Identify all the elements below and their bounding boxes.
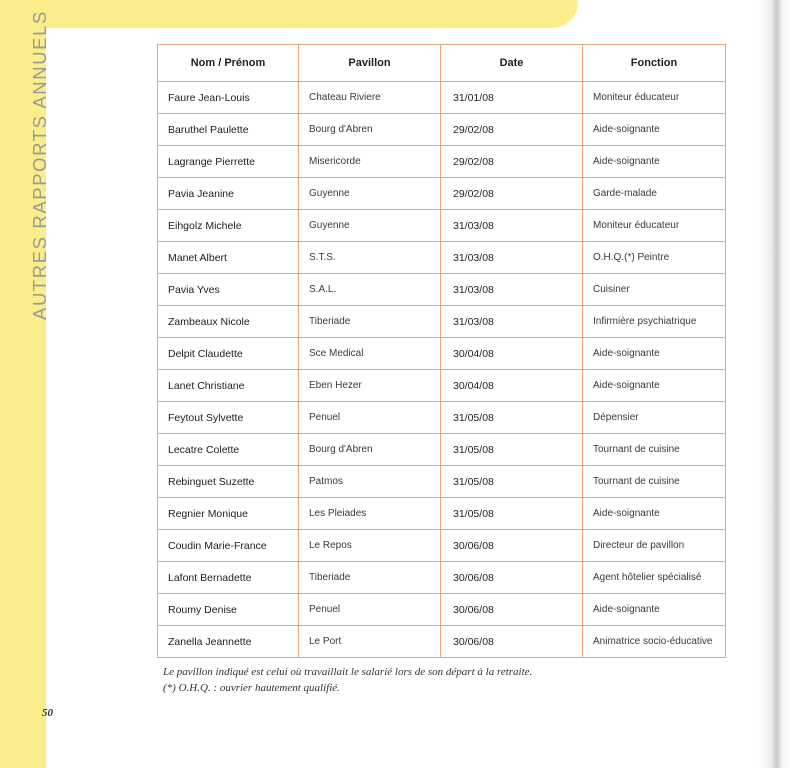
table-row — [158, 434, 726, 466]
cell-pavilion: Bourg d'Abren — [299, 114, 441, 146]
cell-date: 30/04/08 — [441, 338, 583, 370]
cell-name: Zanella Jeannette — [158, 626, 299, 658]
cell-function: Aide-soignante — [583, 594, 726, 626]
column-header-pavilion: Pavillon — [299, 45, 441, 82]
table-row — [158, 594, 726, 626]
cell-function: Moniteur éducateur — [583, 210, 726, 242]
cell-function: Aide-soignante — [583, 146, 726, 178]
cell-name: Roumy Denise — [158, 594, 299, 626]
table-row — [158, 530, 726, 562]
table-row — [158, 242, 726, 274]
cell-name: Delpit Claudette — [158, 338, 299, 370]
cell-date: 30/04/08 — [441, 370, 583, 402]
cell-pavilion: Bourg d'Abren — [299, 434, 441, 466]
cell-name: Manet Albert — [158, 242, 299, 274]
cell-date: 30/06/08 — [441, 562, 583, 594]
cell-name: Zambeaux Nicole — [158, 306, 299, 338]
cell-name: Feytout Sylvette — [158, 402, 299, 434]
table-row — [158, 402, 726, 434]
cell-function: Moniteur éducateur — [583, 82, 726, 114]
table-row — [158, 210, 726, 242]
cell-pavilion: Sce Medical — [299, 338, 441, 370]
cell-date: 30/06/08 — [441, 530, 583, 562]
table-row — [158, 626, 726, 658]
table-row — [158, 274, 726, 306]
table-row — [158, 114, 726, 146]
table-row — [158, 82, 726, 114]
section-title: AUTRES RAPPORTS ANNUELS — [29, 10, 50, 320]
cell-pavilion: Guyenne — [299, 210, 441, 242]
cell-date: 31/03/08 — [441, 210, 583, 242]
page-number: 50 — [42, 707, 53, 719]
column-header-date: Date — [441, 45, 583, 82]
cell-function: Directeur de pavillon — [583, 530, 726, 562]
cell-date: 29/02/08 — [441, 146, 583, 178]
cell-function: Aide-soignante — [583, 498, 726, 530]
cell-function: Aide-soignante — [583, 370, 726, 402]
cell-name: Baruthel Paulette — [158, 114, 299, 146]
cell-pavilion: S.T.S. — [299, 242, 441, 274]
cell-date: 31/03/08 — [441, 242, 583, 274]
table-row — [158, 370, 726, 402]
cell-name: Faure Jean-Louis — [158, 82, 299, 114]
cell-pavilion: Penuel — [299, 402, 441, 434]
cell-date: 31/05/08 — [441, 466, 583, 498]
cell-name: Eihgolz Michele — [158, 210, 299, 242]
cell-pavilion: Tiberiade — [299, 306, 441, 338]
cell-name: Pavia Yves — [158, 274, 299, 306]
cell-function: Agent hôtelier spécialisé — [583, 562, 726, 594]
cell-name: Pavia Jeanine — [158, 178, 299, 210]
table-row — [158, 306, 726, 338]
cell-function: Tournant de cuisine — [583, 434, 726, 466]
cell-pavilion: S.A.L. — [299, 274, 441, 306]
cell-pavilion: Les Pleiades — [299, 498, 441, 530]
cell-date: 31/05/08 — [441, 498, 583, 530]
cell-function: Tournant de cuisine — [583, 466, 726, 498]
cell-function: Animatrice socio-éducative — [583, 626, 726, 658]
cell-date: 29/02/08 — [441, 178, 583, 210]
cell-pavilion: Le Repos — [299, 530, 441, 562]
page-gutter — [758, 0, 790, 768]
column-header-name: Nom / Prénom — [158, 45, 299, 82]
cell-function: Aide-soignante — [583, 114, 726, 146]
footnote-ohq: (*) O.H.Q. : ouvrier hautement qualifié. — [163, 682, 340, 694]
cell-function: Dépensier — [583, 402, 726, 434]
cell-pavilion: Patmos — [299, 466, 441, 498]
cell-name: Lafont Bernadette — [158, 562, 299, 594]
cell-date: 30/06/08 — [441, 594, 583, 626]
cell-pavilion: Chateau Riviere — [299, 82, 441, 114]
table-header-row — [158, 45, 726, 82]
top-band — [0, 0, 578, 28]
cell-function: Infirmière psychiatrique — [583, 306, 726, 338]
cell-function: O.H.Q.(*) Peintre — [583, 242, 726, 274]
cell-name: Rebinguet Suzette — [158, 466, 299, 498]
cell-function: Aide-soignante — [583, 338, 726, 370]
cell-date: 31/03/08 — [441, 306, 583, 338]
cell-name: Regnier Monique — [158, 498, 299, 530]
cell-date: 30/06/08 — [441, 626, 583, 658]
table-row — [158, 338, 726, 370]
cell-name: Coudin Marie-France — [158, 530, 299, 562]
table-row — [158, 498, 726, 530]
retirees-table — [157, 44, 726, 658]
cell-pavilion: Misericorde — [299, 146, 441, 178]
cell-name: Lanet Christiane — [158, 370, 299, 402]
cell-function: Garde-malade — [583, 178, 726, 210]
cell-pavilion: Eben Hezer — [299, 370, 441, 402]
cell-name: Lagrange Pierrette — [158, 146, 299, 178]
table-row — [158, 562, 726, 594]
column-header-function: Fonction — [583, 45, 726, 82]
footnotes — [163, 664, 532, 696]
cell-pavilion: Le Port — [299, 626, 441, 658]
table-row — [158, 466, 726, 498]
cell-pavilion: Guyenne — [299, 178, 441, 210]
cell-date: 29/02/08 — [441, 114, 583, 146]
cell-date: 31/05/08 — [441, 402, 583, 434]
cell-pavilion: Tiberiade — [299, 562, 441, 594]
cell-name: Lecatre Colette — [158, 434, 299, 466]
cell-pavilion: Penuel — [299, 594, 441, 626]
table-row — [158, 178, 726, 210]
table-row — [158, 146, 726, 178]
cell-function: Cuisiner — [583, 274, 726, 306]
cell-date: 31/01/08 — [441, 82, 583, 114]
cell-date: 31/03/08 — [441, 274, 583, 306]
footnote-pavilion: Le pavillon indiqué est celui où travaillait le salarié lors de son départ à la retraite. — [163, 666, 533, 678]
cell-date: 31/05/08 — [441, 434, 583, 466]
